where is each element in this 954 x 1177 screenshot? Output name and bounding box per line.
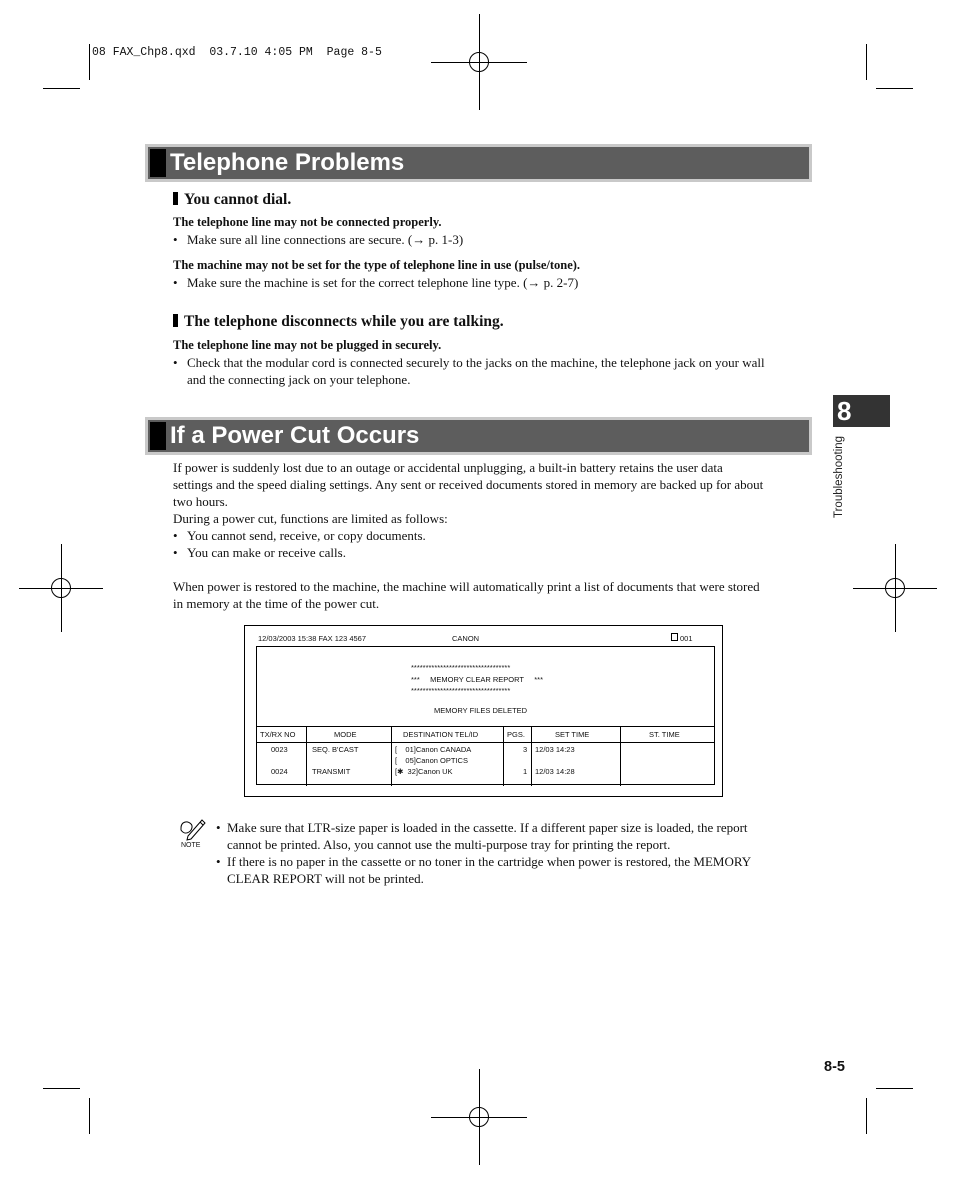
report-cell: 0024	[271, 767, 288, 776]
subheading-cannot-dial: You cannot dial.	[173, 191, 291, 209]
crop-mark	[866, 44, 867, 80]
chapter-number: 8	[837, 396, 852, 426]
report-cell: SEQ. B'CAST	[312, 745, 359, 754]
report-header-left: 12/03/2003 15:38 FAX 123 4567	[258, 634, 367, 643]
report-header-center: CANON	[452, 634, 480, 643]
registration-mark	[873, 566, 917, 610]
registration-mark	[457, 1095, 501, 1139]
report-column-header: DESTINATION TEL/ID	[403, 730, 479, 739]
report-cell: [✱ 32]Canon UK	[395, 767, 453, 776]
memory-clear-report	[244, 625, 723, 797]
report-cell: 12/03 14:28	[535, 767, 575, 776]
crop-mark	[866, 1098, 867, 1134]
crop-mark	[43, 88, 80, 89]
page-number: 8-5	[824, 1059, 845, 1075]
note-label: NOTE	[181, 842, 201, 849]
file-slug: 08 FAX_Chp8.qxd 03.7.10 4:05 PM Page 8-5	[92, 46, 382, 59]
cause-heading: The telephone line may not be connected properly.	[173, 215, 442, 229]
paragraph-line: settings and the speed dialing settings. Any sent or received documents stored in memory are backed up for about	[173, 477, 764, 492]
report-column-header: MODE	[334, 730, 357, 739]
section-title: If a Power Cut Occurs	[170, 422, 420, 449]
paragraph-line: in memory at the time of the power cut.	[173, 596, 380, 611]
paragraph-line: two hours.	[173, 494, 228, 509]
section-title: Telephone Problems	[170, 149, 405, 176]
report-stars: **********************************	[411, 686, 511, 695]
paragraph-line: When power is restored to the machine, the machine will automatically print a list of documents that were stored	[173, 579, 760, 594]
subheading-disconnects: The telephone disconnects while you are talking.	[173, 313, 504, 331]
report-cell: 12/03 14:23	[535, 745, 575, 754]
registration-mark	[39, 566, 83, 610]
paragraph-line: If power is suddenly lost due to an outage or accidental unplugging, a built-in battery retains the user data	[173, 460, 723, 475]
crop-mark	[876, 88, 913, 89]
section-banner-telephone	[145, 144, 812, 182]
report-column-header: PGS.	[507, 730, 525, 739]
crop-mark	[89, 1098, 90, 1134]
cause-heading: The machine may not be set for the type of telephone line in use (pulse/tone).	[173, 258, 581, 272]
note-pencil-icon	[178, 816, 208, 842]
report-cell: [ 05]Canon OPTICS	[395, 756, 468, 765]
chapter-label: Troubleshooting	[833, 435, 845, 518]
report-stars: **********************************	[411, 663, 511, 672]
report-column-header: ST. TIME	[649, 730, 680, 739]
crop-mark	[89, 44, 90, 80]
cause-heading: The telephone line may not be plugged in securely.	[173, 338, 442, 352]
report-cell: 3	[523, 745, 528, 754]
report-cell: 0023	[271, 745, 288, 754]
report-cell: 1	[523, 767, 528, 776]
report-column-header: SET TIME	[555, 730, 590, 739]
section-banner-power-cut	[145, 417, 812, 455]
chapter-tab	[833, 395, 890, 427]
report-cell: TRANSMIT	[312, 767, 351, 776]
registration-mark	[457, 40, 501, 84]
report-cell: [ 01]Canon CANADA	[395, 745, 472, 754]
report-subtitle: MEMORY FILES DELETED	[434, 706, 528, 715]
report-column-header: TX/RX NO	[260, 730, 296, 739]
report-title: *** MEMORY CLEAR REPORT ***	[411, 675, 543, 684]
crop-mark	[43, 1088, 80, 1089]
report-header-right: 001	[680, 634, 693, 643]
report-body	[256, 646, 715, 785]
report-page-icon	[671, 633, 678, 641]
crop-mark	[876, 1088, 913, 1089]
paragraph-line: During a power cut, functions are limited as follows:	[173, 511, 448, 526]
